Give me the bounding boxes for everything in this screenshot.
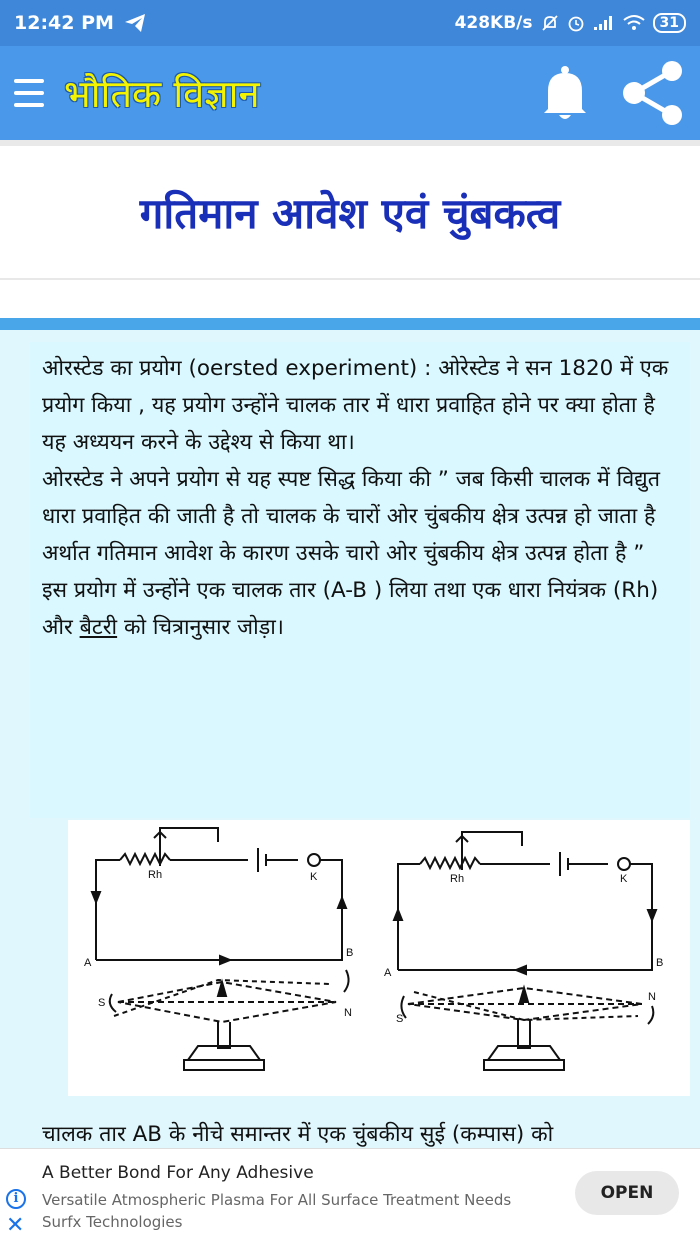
- paragraph-4: चालक तार AB के नीचे समान्तर में एक चुंबकीय सुई (कम्पास) को: [42, 1122, 554, 1147]
- label-rh-left: Rh: [148, 869, 163, 881]
- paragraph-3-start: इस प्रयोग में उन्होंने एक चालक तार (A-B ) लिया तथा एक धारा नियंत्रक (Rh) और: [42, 578, 659, 640]
- ad-description[interactable]: Versatile Atmospheric Plasma For All Surface Treatment Needs Surfx Technologies: [42, 1191, 512, 1231]
- notification-button[interactable]: [540, 65, 590, 121]
- page-title: गतिमान आवेश एवं चुंबकत्व: [139, 188, 561, 238]
- label-s-left: S: [98, 997, 106, 1009]
- label-s-right: S: [396, 1013, 404, 1025]
- ad-banner[interactable]: [0, 1148, 700, 1244]
- paragraph-3: [42, 572, 680, 646]
- muted-bell-icon: [541, 14, 559, 32]
- paragraph-1: ओरस्टेड का प्रयोग (oersted experiment) : ओरेस्टेड ने सन 1820 में एक प्रयोग किया , यह प्रयोग उन्होंने चालक तार में धारा प्रवाहित होने पर क्या होता है यह अध्ययन करने के उद्देश्य से किया था।: [42, 356, 669, 455]
- status-time-group: [14, 12, 146, 34]
- oersted-diagram: [68, 820, 690, 1096]
- menu-icon[interactable]: [14, 79, 44, 107]
- label-k-right: K: [620, 873, 628, 885]
- net-speed: 428KB/s: [454, 13, 533, 33]
- signal-icon: [593, 15, 615, 31]
- label-n-left: N: [344, 1007, 352, 1019]
- label-k-left: K: [310, 871, 318, 883]
- oersted-diagram-svg: [68, 820, 690, 1096]
- bell-icon: [540, 65, 590, 121]
- paragraph-3-end: को चित्रानुसार जोड़ा।: [117, 615, 284, 640]
- ad-close-icon[interactable]: ✕: [6, 1213, 25, 1238]
- label-a-left: A: [84, 957, 92, 969]
- ad-info-icon[interactable]: i: [6, 1189, 26, 1209]
- status-right-group: [455, 13, 686, 33]
- wifi-icon: [623, 14, 645, 32]
- ad-title[interactable]: A Better Bond For Any Adhesive: [42, 1163, 314, 1183]
- label-b-right: B: [656, 957, 664, 969]
- app-bar-actions: [540, 61, 686, 125]
- battery-indicator: 31: [653, 13, 686, 33]
- status-time: 12:42 PM: [14, 12, 114, 34]
- status-bar: [0, 0, 700, 46]
- label-b-left: B: [346, 947, 354, 959]
- app-bar: [0, 46, 700, 140]
- telegram-icon: [124, 13, 146, 33]
- app-title: भौतिक विज्ञान: [64, 72, 260, 116]
- article-text: [30, 342, 690, 818]
- label-a-right: A: [384, 967, 392, 979]
- heading-area: [0, 140, 700, 280]
- share-icon: [620, 61, 686, 125]
- alarm-icon: [567, 14, 585, 32]
- label-n-right: N: [648, 991, 656, 1003]
- ad-open-button[interactable]: OPEN: [575, 1171, 679, 1215]
- paragraph-2: ओरस्टेड ने अपने प्रयोग से यह स्पष्ट सिद्ध किया की ” जब किसी चालक में विद्युत धारा प्रवाहित की जाती है तो चालक के चारों ओर चुंबकीय क्षेत्र उत्पन्न हो जाता है अर्थात गतिमान आवेश के कारण उसके चारो ओर चुंबकीय क्षेत्र उत्पन्न होता है ”: [42, 467, 660, 566]
- share-button[interactable]: [620, 61, 686, 125]
- battery-link[interactable]: बैटरी: [79, 615, 118, 640]
- article-content[interactable]: [0, 318, 700, 1148]
- label-rh-right: Rh: [450, 873, 465, 885]
